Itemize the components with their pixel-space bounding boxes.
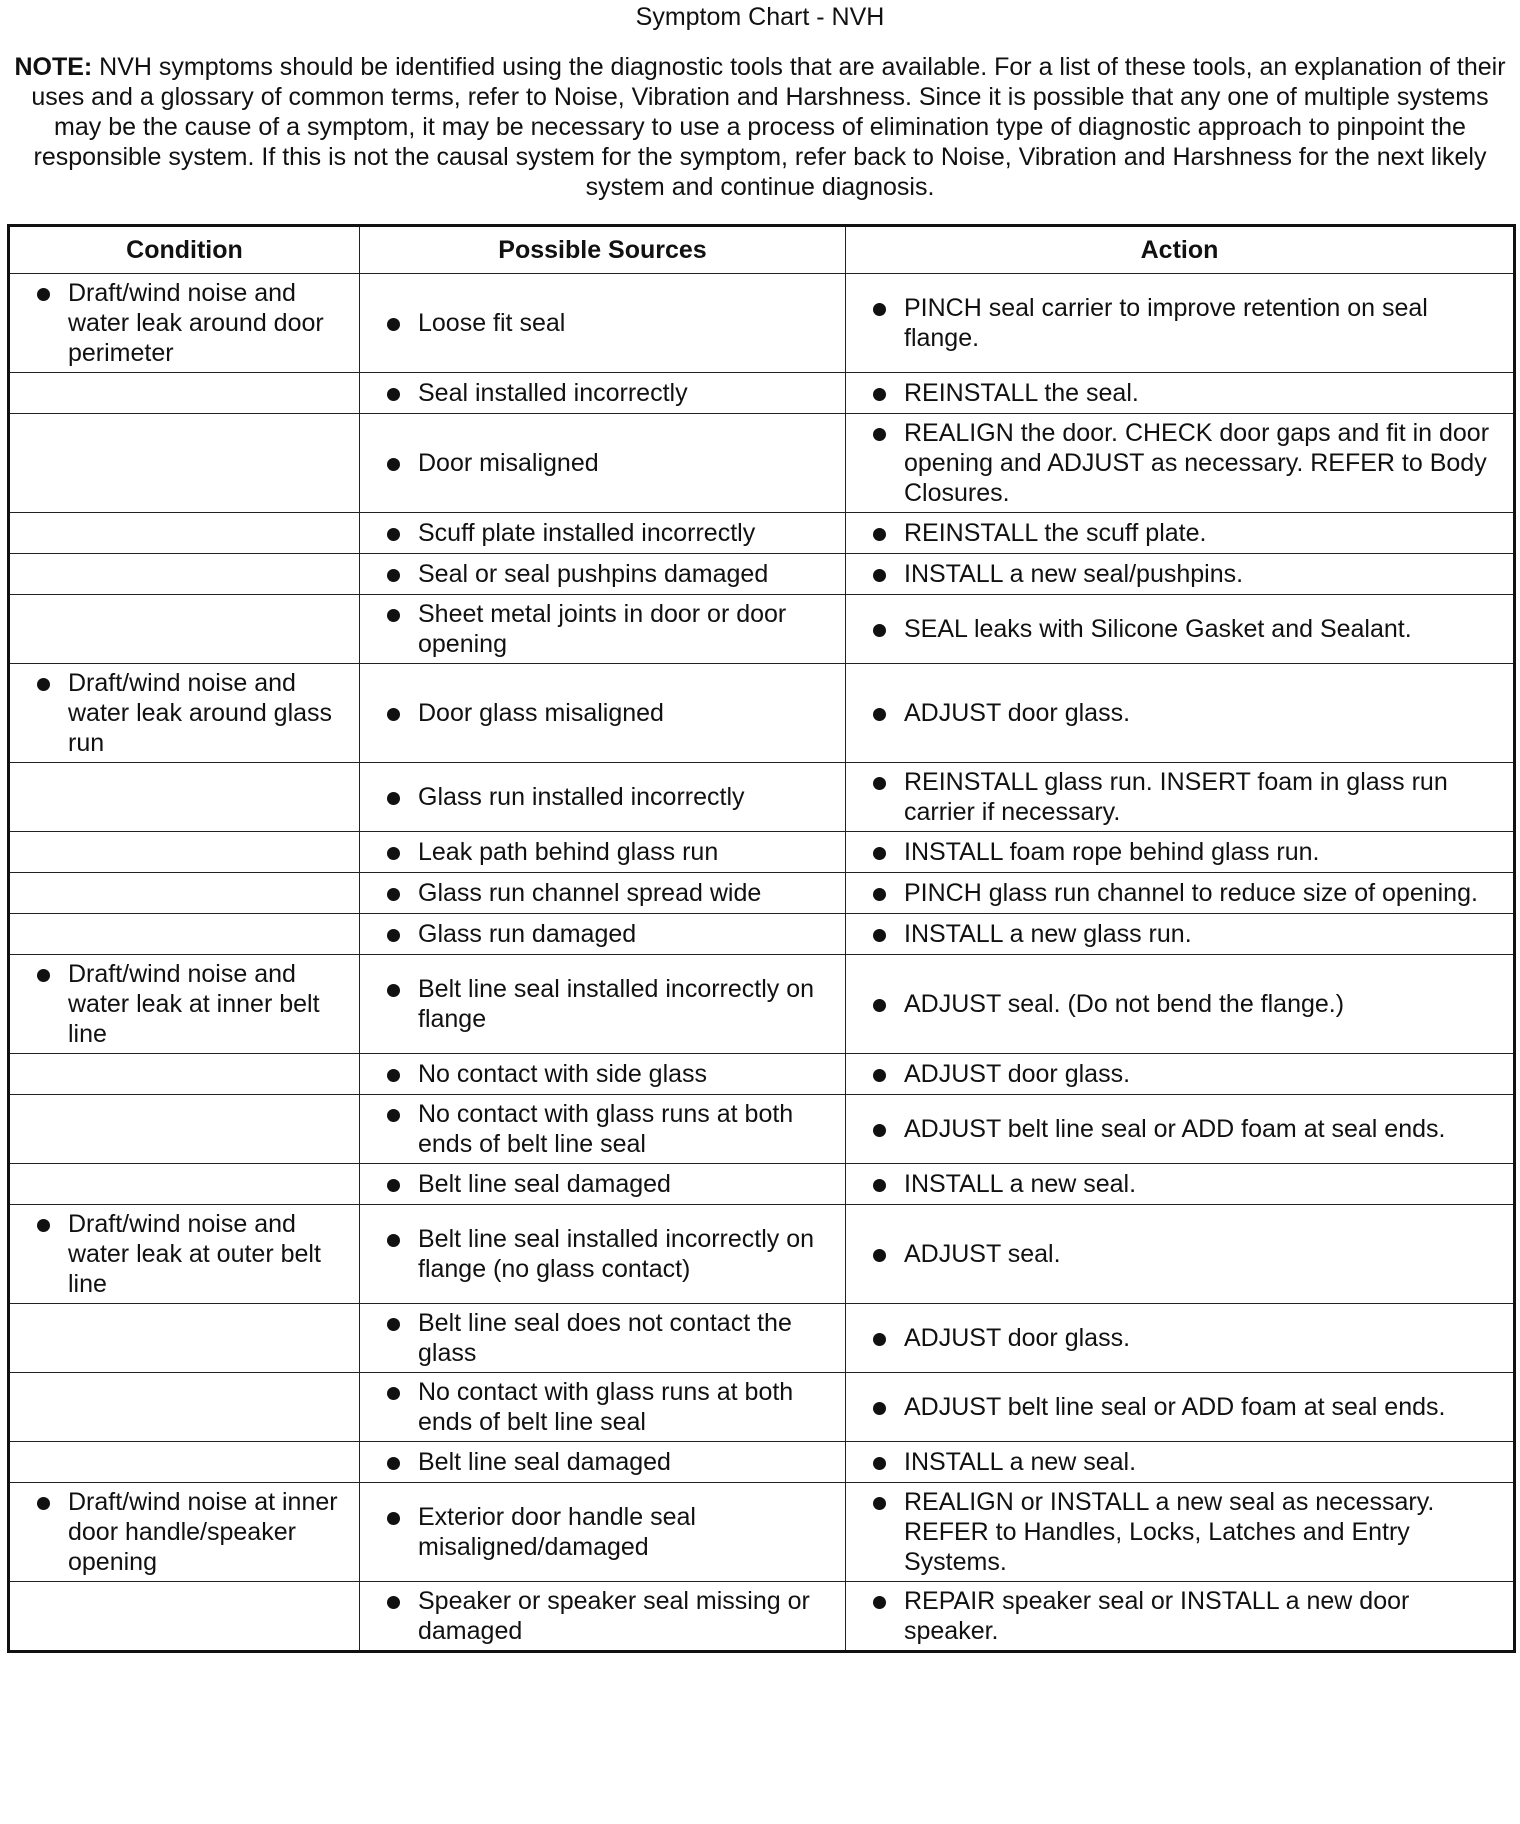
action-cell <box>846 664 1515 763</box>
action-cell <box>846 1483 1515 1582</box>
condition-cell <box>9 414 360 513</box>
condition-cell <box>9 664 360 763</box>
source-cell <box>360 955 846 1054</box>
source-cell <box>360 1483 846 1582</box>
bullet-icon <box>873 528 886 541</box>
bullet-icon <box>387 847 400 860</box>
bullet-icon <box>387 1387 400 1400</box>
bullet-icon <box>873 1497 886 1510</box>
bullet-icon <box>873 303 886 316</box>
source-cell <box>360 1054 846 1095</box>
bullet-icon <box>37 969 50 982</box>
source-cell <box>360 832 846 873</box>
header-possible-sources: Possible Sources <box>360 226 846 274</box>
condition-cell <box>9 914 360 955</box>
table-row <box>9 1483 1515 1582</box>
source-cell <box>360 1205 846 1304</box>
condition-cell <box>9 1373 360 1442</box>
table-row <box>9 1164 1515 1205</box>
action-text: REINSTALL glass run. INSERT foam in glass run carrier if necessary. <box>904 768 1448 826</box>
action-cell <box>846 1054 1515 1095</box>
condition-cell <box>9 554 360 595</box>
bullet-icon <box>387 388 400 401</box>
table-row <box>9 664 1515 763</box>
action-text: PINCH glass run channel to reduce size of opening. <box>904 879 1478 907</box>
bullet-icon <box>387 792 400 805</box>
action-text: INSTALL a new glass run. <box>904 920 1192 948</box>
source-text: Belt line seal installed incorrectly on flange (no glass contact) <box>418 1225 815 1283</box>
table-row <box>9 1582 1515 1652</box>
condition-cell <box>9 1205 360 1304</box>
source-cell <box>360 873 846 914</box>
action-cell <box>846 1442 1515 1483</box>
source-cell <box>360 1304 846 1373</box>
bullet-icon <box>873 388 886 401</box>
action-text: REALIGN the door. CHECK door gaps and fit in door opening and ADJUST as necessary. REFER to Body Closures. <box>904 419 1490 507</box>
bullet-icon <box>873 847 886 860</box>
source-cell <box>360 554 846 595</box>
source-cell <box>360 664 846 763</box>
action-cell <box>846 955 1515 1054</box>
action-cell <box>846 595 1515 664</box>
action-text: INSTALL foam rope behind glass run. <box>904 838 1320 866</box>
action-cell <box>846 1582 1515 1652</box>
source-cell <box>360 914 846 955</box>
bullet-icon <box>873 708 886 721</box>
source-text: Belt line seal damaged <box>418 1448 671 1476</box>
source-text: Door misaligned <box>418 449 599 477</box>
action-text: ADJUST seal. <box>904 1240 1061 1268</box>
bullet-icon <box>873 624 886 637</box>
table-row <box>9 955 1515 1054</box>
table-row <box>9 1373 1515 1442</box>
bullet-icon <box>387 1069 400 1082</box>
bullet-icon <box>37 1497 50 1510</box>
bullet-icon <box>387 1179 400 1192</box>
note-paragraph <box>8 52 1512 202</box>
bullet-icon <box>873 1124 886 1137</box>
bullet-icon <box>873 1069 886 1082</box>
table-row <box>9 873 1515 914</box>
table-row <box>9 513 1515 554</box>
action-cell <box>846 1304 1515 1373</box>
source-text: Glass run channel spread wide <box>418 879 762 907</box>
bullet-icon <box>873 999 886 1012</box>
bullet-icon <box>873 777 886 790</box>
source-text: Sheet metal joints in door or door opening <box>418 600 787 658</box>
condition-cell <box>9 595 360 664</box>
table-row <box>9 914 1515 955</box>
condition-cell <box>9 1164 360 1205</box>
source-cell <box>360 763 846 832</box>
condition-cell <box>9 955 360 1054</box>
source-text: No contact with side glass <box>418 1060 708 1088</box>
source-cell <box>360 373 846 414</box>
table-row <box>9 1442 1515 1483</box>
page-title: Symptom Chart - NVH <box>635 3 885 31</box>
action-text: PINCH seal carrier to improve retention on seal flange. <box>904 294 1428 352</box>
table-row <box>9 554 1515 595</box>
bullet-icon <box>387 1596 400 1609</box>
action-cell <box>846 1373 1515 1442</box>
action-cell <box>846 373 1515 414</box>
source-cell <box>360 1164 846 1205</box>
table-row <box>9 1054 1515 1095</box>
table-row <box>9 373 1515 414</box>
source-text: Leak path behind glass run <box>418 838 719 866</box>
action-cell <box>846 1164 1515 1205</box>
source-cell <box>360 1442 846 1483</box>
source-cell <box>360 595 846 664</box>
action-cell <box>846 914 1515 955</box>
bullet-icon <box>387 708 400 721</box>
action-text: ADJUST belt line seal or ADD foam at seal ends. <box>904 1393 1446 1421</box>
source-text: No contact with glass runs at both ends of belt line seal <box>418 1100 794 1158</box>
condition-cell <box>9 763 360 832</box>
condition-cell <box>9 1054 360 1095</box>
bullet-icon <box>387 888 400 901</box>
table-row <box>9 595 1515 664</box>
action-cell <box>846 274 1515 373</box>
bullet-icon <box>37 678 50 691</box>
bullet-icon <box>387 569 400 582</box>
condition-cell <box>9 513 360 554</box>
action-cell <box>846 554 1515 595</box>
table-body <box>9 274 1515 1652</box>
action-text: ADJUST seal. (Do not bend the flange.) <box>904 990 1345 1018</box>
source-text: Seal installed incorrectly <box>418 379 688 407</box>
source-cell <box>360 274 846 373</box>
action-cell <box>846 513 1515 554</box>
bullet-icon <box>873 1179 886 1192</box>
condition-cell <box>9 873 360 914</box>
condition-text: Draft/wind noise and water leak around door perimeter <box>68 279 324 367</box>
action-cell <box>846 832 1515 873</box>
action-text: REINSTALL the scuff plate. <box>904 519 1207 547</box>
bullet-icon <box>387 318 400 331</box>
condition-text: Draft/wind noise at inner door handle/speaker opening <box>68 1488 338 1576</box>
source-text: Glass run installed incorrectly <box>418 783 745 811</box>
action-text: ADJUST belt line seal or ADD foam at seal ends. <box>904 1115 1446 1143</box>
action-cell <box>846 763 1515 832</box>
table-row <box>9 1095 1515 1164</box>
condition-cell <box>9 1095 360 1164</box>
condition-cell <box>9 1442 360 1483</box>
condition-cell <box>9 274 360 373</box>
bullet-icon <box>873 1596 886 1609</box>
bullet-icon <box>873 1333 886 1346</box>
source-text: Speaker or speaker seal missing or damaged <box>418 1587 810 1645</box>
bullet-icon <box>387 929 400 942</box>
action-cell <box>846 1205 1515 1304</box>
action-text: REINSTALL the seal. <box>904 379 1139 407</box>
source-cell <box>360 1373 846 1442</box>
bullet-icon <box>387 1318 400 1331</box>
condition-cell <box>9 832 360 873</box>
bullet-icon <box>387 609 400 622</box>
source-text: Scuff plate installed incorrectly <box>418 519 756 547</box>
table-row <box>9 763 1515 832</box>
bullet-icon <box>387 984 400 997</box>
header-action: Action <box>846 226 1515 274</box>
bullet-icon <box>873 1457 886 1470</box>
bullet-icon <box>387 1234 400 1247</box>
action-cell <box>846 414 1515 513</box>
source-text: Belt line seal damaged <box>418 1170 671 1198</box>
bullet-icon <box>873 1249 886 1262</box>
bullet-icon <box>873 888 886 901</box>
bullet-icon <box>873 569 886 582</box>
action-text: ADJUST door glass. <box>904 699 1131 727</box>
table-row <box>9 1205 1515 1304</box>
bullet-icon <box>387 1512 400 1525</box>
source-text: Seal or seal pushpins damaged <box>418 560 769 588</box>
condition-cell <box>9 373 360 414</box>
action-text: INSTALL a new seal/pushpins. <box>904 560 1244 588</box>
condition-text: Draft/wind noise and water leak at outer belt line <box>68 1210 321 1298</box>
action-text: REPAIR speaker seal or INSTALL a new door speaker. <box>904 1587 1410 1645</box>
action-text: INSTALL a new seal. <box>904 1448 1137 1476</box>
condition-cell <box>9 1304 360 1373</box>
condition-text: Draft/wind noise and water leak at inner belt line <box>68 960 320 1048</box>
source-cell <box>360 1095 846 1164</box>
source-text: No contact with glass runs at both ends of belt line seal <box>418 1378 794 1436</box>
action-text: ADJUST door glass. <box>904 1060 1131 1088</box>
condition-cell <box>9 1582 360 1652</box>
source-text: Loose fit seal <box>418 309 566 337</box>
table-row <box>9 1304 1515 1373</box>
source-cell <box>360 414 846 513</box>
action-cell <box>846 873 1515 914</box>
bullet-icon <box>873 929 886 942</box>
source-text: Belt line seal does not contact the glass <box>418 1309 792 1367</box>
bullet-icon <box>873 428 886 441</box>
source-cell <box>360 513 846 554</box>
symptom-chart-table <box>7 224 1516 1653</box>
table-header-row <box>9 226 1515 274</box>
bullet-icon <box>873 1402 886 1415</box>
source-text: Belt line seal installed incorrectly on flange <box>418 975 815 1033</box>
bullet-icon <box>37 1219 50 1232</box>
source-cell <box>360 1582 846 1652</box>
header-condition: Condition <box>9 226 360 274</box>
bullet-icon <box>387 528 400 541</box>
bullet-icon <box>387 1457 400 1470</box>
note-text: NVH symptoms should be identified using the diagnostic tools that are available. For a list of these tools, an explanation of their uses and a glossary of common terms, refer to Noise, Vibration and Harshness. Since it is possible that any one of multiple systems may be the cause of a symptom, it may be necessary to use a process of elimination type of diagnostic approach to pinpoint the responsible system. If this is not the causal system for the symptom, refer back to Noise, Vibration and Harshness for the next likely system and continue diagnosis. <box>31 53 1506 201</box>
condition-cell <box>9 1483 360 1582</box>
source-text: Glass run damaged <box>418 920 637 948</box>
table-row <box>9 274 1515 373</box>
condition-text: Draft/wind noise and water leak around glass run <box>68 669 333 757</box>
action-text: REALIGN or INSTALL a new seal as necessary. REFER to Handles, Locks, Latches and Entry Systems. <box>904 1488 1435 1576</box>
table-row <box>9 414 1515 513</box>
source-text: Exterior door handle seal misaligned/damaged <box>418 1503 696 1561</box>
bullet-icon <box>387 458 400 471</box>
bullet-icon <box>37 288 50 301</box>
action-cell <box>846 1095 1515 1164</box>
action-text: SEAL leaks with Silicone Gasket and Sealant. <box>904 615 1412 643</box>
note-label: NOTE: <box>14 53 93 81</box>
table-row <box>9 832 1515 873</box>
bullet-icon <box>387 1109 400 1122</box>
source-text: Door glass misaligned <box>418 699 664 727</box>
action-text: INSTALL a new seal. <box>904 1170 1137 1198</box>
action-text: ADJUST door glass. <box>904 1324 1131 1352</box>
